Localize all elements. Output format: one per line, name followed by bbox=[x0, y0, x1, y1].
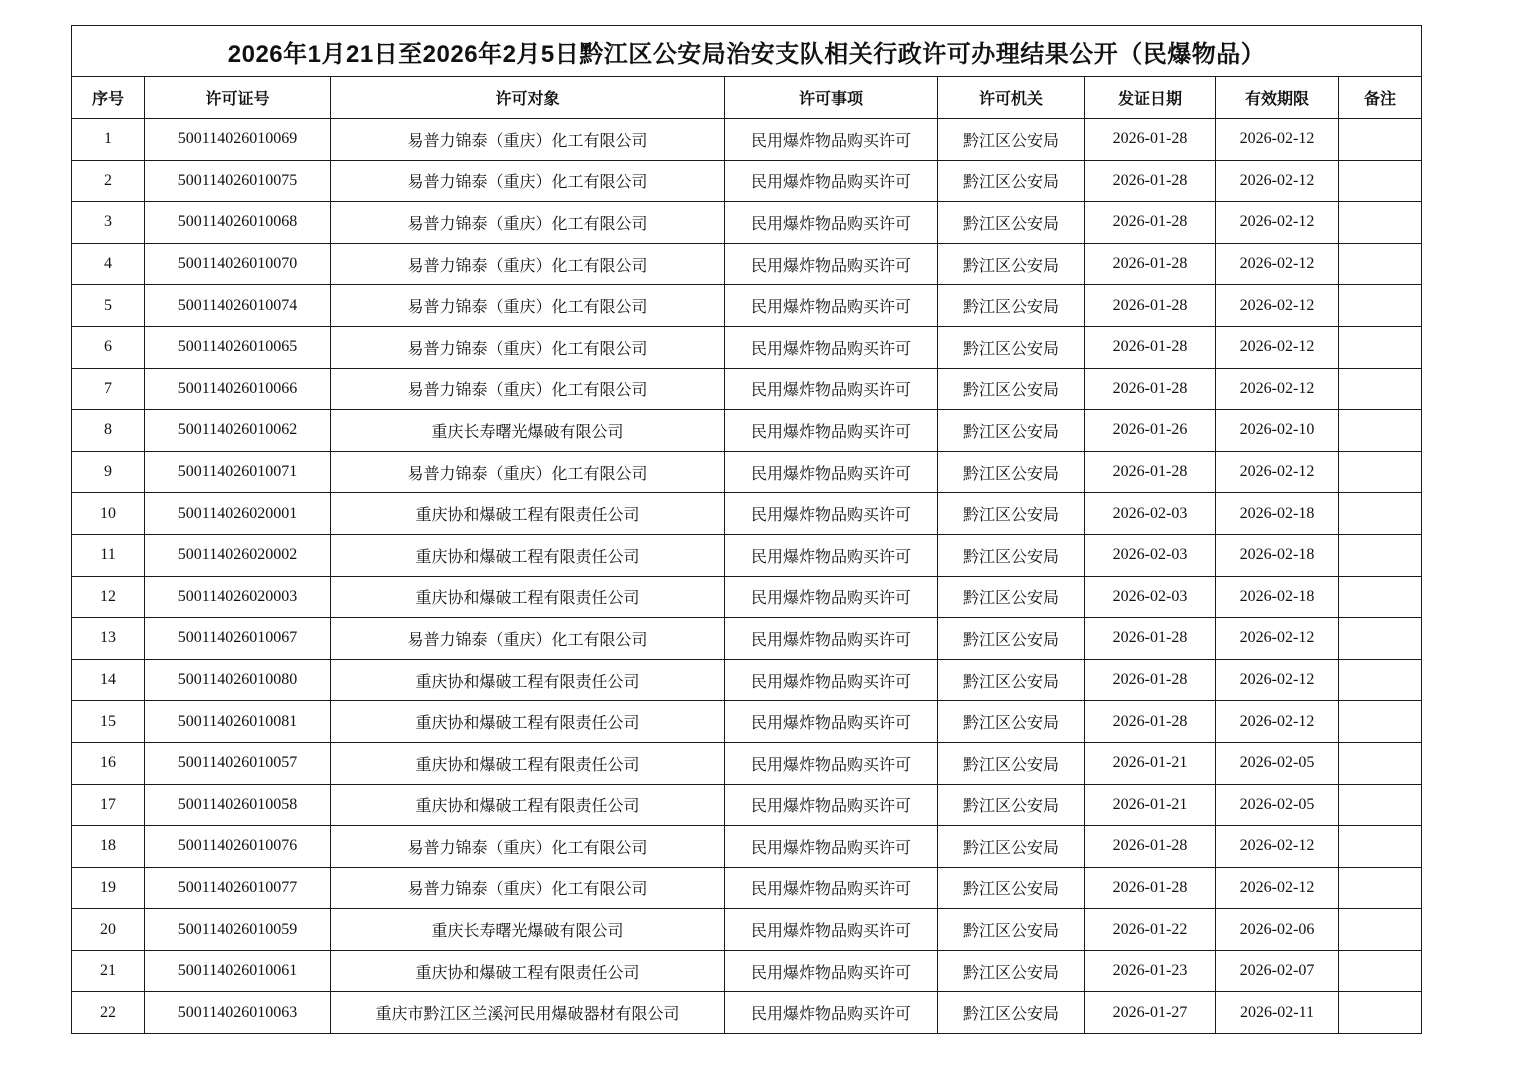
cell-license-no: 500114026010070 bbox=[145, 243, 331, 285]
header-item: 许可事项 bbox=[725, 77, 938, 119]
cell-no: 3 bbox=[72, 202, 145, 244]
table-row bbox=[72, 992, 1422, 1034]
cell-authority: 黔江区公安局 bbox=[938, 326, 1085, 368]
cell-remark bbox=[1339, 160, 1422, 202]
cell-authority: 黔江区公安局 bbox=[938, 451, 1085, 493]
cell-expiry: 2026-02-12 bbox=[1216, 368, 1339, 410]
cell-issue-date: 2026-02-03 bbox=[1085, 576, 1216, 618]
cell-target: 重庆协和爆破工程有限责任公司 bbox=[331, 784, 725, 826]
cell-expiry: 2026-02-12 bbox=[1216, 826, 1339, 868]
cell-license-no: 500114026020003 bbox=[145, 576, 331, 618]
cell-remark bbox=[1339, 618, 1422, 660]
cell-authority: 黔江区公安局 bbox=[938, 701, 1085, 743]
cell-no: 6 bbox=[72, 326, 145, 368]
table-row bbox=[72, 659, 1422, 701]
cell-item: 民用爆炸物品购买许可 bbox=[725, 659, 938, 701]
cell-authority: 黔江区公安局 bbox=[938, 950, 1085, 992]
cell-expiry: 2026-02-06 bbox=[1216, 909, 1339, 951]
cell-item: 民用爆炸物品购买许可 bbox=[725, 451, 938, 493]
cell-expiry: 2026-02-12 bbox=[1216, 326, 1339, 368]
cell-issue-date: 2026-01-28 bbox=[1085, 160, 1216, 202]
cell-target: 重庆协和爆破工程有限责任公司 bbox=[331, 534, 725, 576]
cell-target: 易普力锦泰（重庆）化工有限公司 bbox=[331, 202, 725, 244]
header-row bbox=[72, 77, 1422, 119]
cell-expiry: 2026-02-12 bbox=[1216, 867, 1339, 909]
cell-item: 民用爆炸物品购买许可 bbox=[725, 326, 938, 368]
cell-expiry: 2026-02-18 bbox=[1216, 534, 1339, 576]
cell-target: 重庆协和爆破工程有限责任公司 bbox=[331, 701, 725, 743]
header-authority: 许可机关 bbox=[938, 77, 1085, 119]
cell-authority: 黔江区公安局 bbox=[938, 659, 1085, 701]
header-license-no: 许可证号 bbox=[145, 77, 331, 119]
cell-remark bbox=[1339, 368, 1422, 410]
cell-expiry: 2026-02-05 bbox=[1216, 784, 1339, 826]
cell-authority: 黔江区公安局 bbox=[938, 119, 1085, 161]
cell-no: 5 bbox=[72, 285, 145, 327]
cell-no: 19 bbox=[72, 867, 145, 909]
cell-no: 12 bbox=[72, 576, 145, 618]
cell-expiry: 2026-02-12 bbox=[1216, 160, 1339, 202]
cell-target: 易普力锦泰（重庆）化工有限公司 bbox=[331, 618, 725, 660]
cell-authority: 黔江区公安局 bbox=[938, 202, 1085, 244]
cell-item: 民用爆炸物品购买许可 bbox=[725, 950, 938, 992]
table-row bbox=[72, 285, 1422, 327]
cell-target: 易普力锦泰（重庆）化工有限公司 bbox=[331, 826, 725, 868]
cell-license-no: 500114026010074 bbox=[145, 285, 331, 327]
cell-expiry: 2026-02-18 bbox=[1216, 493, 1339, 535]
cell-authority: 黔江区公安局 bbox=[938, 867, 1085, 909]
cell-expiry: 2026-02-12 bbox=[1216, 243, 1339, 285]
cell-license-no: 500114026010077 bbox=[145, 867, 331, 909]
table-row bbox=[72, 410, 1422, 452]
cell-license-no: 500114026010065 bbox=[145, 326, 331, 368]
cell-item: 民用爆炸物品购买许可 bbox=[725, 867, 938, 909]
cell-issue-date: 2026-01-27 bbox=[1085, 992, 1216, 1034]
cell-issue-date: 2026-01-28 bbox=[1085, 618, 1216, 660]
cell-issue-date: 2026-01-28 bbox=[1085, 368, 1216, 410]
cell-license-no: 500114026010066 bbox=[145, 368, 331, 410]
cell-target: 重庆协和爆破工程有限责任公司 bbox=[331, 493, 725, 535]
cell-license-no: 500114026010069 bbox=[145, 119, 331, 161]
cell-authority: 黔江区公安局 bbox=[938, 534, 1085, 576]
cell-license-no: 500114026010058 bbox=[145, 784, 331, 826]
cell-authority: 黔江区公安局 bbox=[938, 618, 1085, 660]
cell-remark bbox=[1339, 909, 1422, 951]
cell-issue-date: 2026-01-28 bbox=[1085, 285, 1216, 327]
cell-no: 2 bbox=[72, 160, 145, 202]
cell-item: 民用爆炸物品购买许可 bbox=[725, 576, 938, 618]
cell-item: 民用爆炸物品购买许可 bbox=[725, 285, 938, 327]
table-row bbox=[72, 576, 1422, 618]
table-row bbox=[72, 867, 1422, 909]
table-row bbox=[72, 160, 1422, 202]
cell-expiry: 2026-02-18 bbox=[1216, 576, 1339, 618]
table-row bbox=[72, 493, 1422, 535]
cell-no: 21 bbox=[72, 950, 145, 992]
cell-target: 易普力锦泰（重庆）化工有限公司 bbox=[331, 119, 725, 161]
header-issue-date: 发证日期 bbox=[1085, 77, 1216, 119]
cell-authority: 黔江区公安局 bbox=[938, 784, 1085, 826]
cell-remark bbox=[1339, 410, 1422, 452]
cell-no: 16 bbox=[72, 742, 145, 784]
cell-target: 重庆协和爆破工程有限责任公司 bbox=[331, 659, 725, 701]
table-row bbox=[72, 368, 1422, 410]
cell-expiry: 2026-02-12 bbox=[1216, 659, 1339, 701]
cell-target: 易普力锦泰（重庆）化工有限公司 bbox=[331, 243, 725, 285]
table-row bbox=[72, 326, 1422, 368]
cell-issue-date: 2026-01-28 bbox=[1085, 243, 1216, 285]
cell-expiry: 2026-02-11 bbox=[1216, 992, 1339, 1034]
cell-no: 15 bbox=[72, 701, 145, 743]
cell-authority: 黔江区公安局 bbox=[938, 742, 1085, 784]
cell-expiry: 2026-02-12 bbox=[1216, 285, 1339, 327]
cell-remark bbox=[1339, 576, 1422, 618]
license-results-table bbox=[71, 25, 1422, 1034]
cell-remark bbox=[1339, 950, 1422, 992]
cell-remark bbox=[1339, 243, 1422, 285]
cell-no: 8 bbox=[72, 410, 145, 452]
cell-authority: 黔江区公安局 bbox=[938, 285, 1085, 327]
cell-item: 民用爆炸物品购买许可 bbox=[725, 701, 938, 743]
cell-expiry: 2026-02-12 bbox=[1216, 451, 1339, 493]
cell-remark bbox=[1339, 119, 1422, 161]
cell-target: 重庆长寿曙光爆破有限公司 bbox=[331, 909, 725, 951]
cell-no: 4 bbox=[72, 243, 145, 285]
cell-item: 民用爆炸物品购买许可 bbox=[725, 618, 938, 660]
table-row bbox=[72, 243, 1422, 285]
cell-no: 17 bbox=[72, 784, 145, 826]
cell-issue-date: 2026-01-21 bbox=[1085, 784, 1216, 826]
cell-remark bbox=[1339, 992, 1422, 1034]
cell-target: 重庆协和爆破工程有限责任公司 bbox=[331, 742, 725, 784]
table-row bbox=[72, 784, 1422, 826]
cell-issue-date: 2026-01-28 bbox=[1085, 451, 1216, 493]
cell-license-no: 500114026010063 bbox=[145, 992, 331, 1034]
cell-remark bbox=[1339, 701, 1422, 743]
cell-authority: 黔江区公安局 bbox=[938, 493, 1085, 535]
table-row bbox=[72, 202, 1422, 244]
cell-license-no: 500114026010075 bbox=[145, 160, 331, 202]
cell-license-no: 500114026010061 bbox=[145, 950, 331, 992]
cell-remark bbox=[1339, 451, 1422, 493]
cell-no: 10 bbox=[72, 493, 145, 535]
cell-issue-date: 2026-01-28 bbox=[1085, 326, 1216, 368]
cell-issue-date: 2026-01-26 bbox=[1085, 410, 1216, 452]
cell-no: 1 bbox=[72, 119, 145, 161]
cell-remark bbox=[1339, 867, 1422, 909]
cell-expiry: 2026-02-07 bbox=[1216, 950, 1339, 992]
cell-expiry: 2026-02-10 bbox=[1216, 410, 1339, 452]
cell-expiry: 2026-02-12 bbox=[1216, 119, 1339, 161]
cell-remark bbox=[1339, 326, 1422, 368]
cell-issue-date: 2026-01-28 bbox=[1085, 659, 1216, 701]
cell-remark bbox=[1339, 784, 1422, 826]
cell-remark bbox=[1339, 285, 1422, 327]
cell-issue-date: 2026-02-03 bbox=[1085, 534, 1216, 576]
cell-target: 易普力锦泰（重庆）化工有限公司 bbox=[331, 160, 725, 202]
table-row bbox=[72, 451, 1422, 493]
table-row bbox=[72, 950, 1422, 992]
cell-target: 易普力锦泰（重庆）化工有限公司 bbox=[331, 451, 725, 493]
header-remark: 备注 bbox=[1339, 77, 1422, 119]
cell-license-no: 500114026010068 bbox=[145, 202, 331, 244]
cell-expiry: 2026-02-12 bbox=[1216, 202, 1339, 244]
cell-license-no: 500114026010059 bbox=[145, 909, 331, 951]
cell-remark bbox=[1339, 493, 1422, 535]
cell-no: 7 bbox=[72, 368, 145, 410]
cell-no: 20 bbox=[72, 909, 145, 951]
cell-license-no: 500114026010067 bbox=[145, 618, 331, 660]
cell-license-no: 500114026010076 bbox=[145, 826, 331, 868]
cell-remark bbox=[1339, 742, 1422, 784]
cell-item: 民用爆炸物品购买许可 bbox=[725, 410, 938, 452]
cell-remark bbox=[1339, 659, 1422, 701]
cell-no: 18 bbox=[72, 826, 145, 868]
cell-target: 易普力锦泰（重庆）化工有限公司 bbox=[331, 368, 725, 410]
table-row bbox=[72, 826, 1422, 868]
cell-issue-date: 2026-01-23 bbox=[1085, 950, 1216, 992]
cell-no: 13 bbox=[72, 618, 145, 660]
cell-item: 民用爆炸物品购买许可 bbox=[725, 493, 938, 535]
cell-target: 重庆协和爆破工程有限责任公司 bbox=[331, 950, 725, 992]
cell-item: 民用爆炸物品购买许可 bbox=[725, 534, 938, 576]
cell-license-no: 500114026020001 bbox=[145, 493, 331, 535]
cell-expiry: 2026-02-12 bbox=[1216, 618, 1339, 660]
cell-target: 重庆长寿曙光爆破有限公司 bbox=[331, 410, 725, 452]
cell-issue-date: 2026-01-28 bbox=[1085, 119, 1216, 161]
cell-item: 民用爆炸物品购买许可 bbox=[725, 784, 938, 826]
cell-item: 民用爆炸物品购买许可 bbox=[725, 992, 938, 1034]
cell-authority: 黔江区公安局 bbox=[938, 368, 1085, 410]
table-row bbox=[72, 742, 1422, 784]
cell-item: 民用爆炸物品购买许可 bbox=[725, 243, 938, 285]
cell-item: 民用爆炸物品购买许可 bbox=[725, 909, 938, 951]
cell-target: 重庆市黔江区兰溪河民用爆破器材有限公司 bbox=[331, 992, 725, 1034]
cell-issue-date: 2026-01-22 bbox=[1085, 909, 1216, 951]
cell-target: 易普力锦泰（重庆）化工有限公司 bbox=[331, 867, 725, 909]
cell-remark bbox=[1339, 534, 1422, 576]
cell-no: 22 bbox=[72, 992, 145, 1034]
table-title: 2026年1月21日至2026年2月5日黔江区公安局治安支队相关行政许可办理结果公开（民爆物品） bbox=[72, 26, 1422, 77]
table-row bbox=[72, 618, 1422, 660]
cell-authority: 黔江区公安局 bbox=[938, 826, 1085, 868]
table-row bbox=[72, 701, 1422, 743]
cell-authority: 黔江区公安局 bbox=[938, 160, 1085, 202]
header-expiry: 有效期限 bbox=[1216, 77, 1339, 119]
cell-authority: 黔江区公安局 bbox=[938, 576, 1085, 618]
cell-authority: 黔江区公安局 bbox=[938, 909, 1085, 951]
table-row bbox=[72, 534, 1422, 576]
cell-authority: 黔江区公安局 bbox=[938, 410, 1085, 452]
cell-item: 民用爆炸物品购买许可 bbox=[725, 160, 938, 202]
cell-issue-date: 2026-01-28 bbox=[1085, 826, 1216, 868]
title-row bbox=[72, 26, 1422, 77]
cell-no: 9 bbox=[72, 451, 145, 493]
cell-issue-date: 2026-01-28 bbox=[1085, 701, 1216, 743]
cell-target: 易普力锦泰（重庆）化工有限公司 bbox=[331, 326, 725, 368]
cell-license-no: 500114026020002 bbox=[145, 534, 331, 576]
cell-issue-date: 2026-01-28 bbox=[1085, 202, 1216, 244]
cell-expiry: 2026-02-05 bbox=[1216, 742, 1339, 784]
cell-target: 重庆协和爆破工程有限责任公司 bbox=[331, 576, 725, 618]
header-no: 序号 bbox=[72, 77, 145, 119]
cell-authority: 黔江区公安局 bbox=[938, 992, 1085, 1034]
cell-no: 14 bbox=[72, 659, 145, 701]
cell-target: 易普力锦泰（重庆）化工有限公司 bbox=[331, 285, 725, 327]
cell-no: 11 bbox=[72, 534, 145, 576]
cell-issue-date: 2026-01-28 bbox=[1085, 867, 1216, 909]
table-body bbox=[72, 119, 1422, 1034]
cell-license-no: 500114026010071 bbox=[145, 451, 331, 493]
table-row bbox=[72, 119, 1422, 161]
table-row bbox=[72, 909, 1422, 951]
cell-license-no: 500114026010080 bbox=[145, 659, 331, 701]
cell-license-no: 500114026010057 bbox=[145, 742, 331, 784]
cell-license-no: 500114026010062 bbox=[145, 410, 331, 452]
cell-remark bbox=[1339, 202, 1422, 244]
cell-authority: 黔江区公安局 bbox=[938, 243, 1085, 285]
cell-license-no: 500114026010081 bbox=[145, 701, 331, 743]
header-target: 许可对象 bbox=[331, 77, 725, 119]
cell-item: 民用爆炸物品购买许可 bbox=[725, 742, 938, 784]
cell-item: 民用爆炸物品购买许可 bbox=[725, 119, 938, 161]
cell-expiry: 2026-02-12 bbox=[1216, 701, 1339, 743]
cell-item: 民用爆炸物品购买许可 bbox=[725, 368, 938, 410]
cell-remark bbox=[1339, 826, 1422, 868]
cell-item: 民用爆炸物品购买许可 bbox=[725, 826, 938, 868]
cell-issue-date: 2026-02-03 bbox=[1085, 493, 1216, 535]
cell-issue-date: 2026-01-21 bbox=[1085, 742, 1216, 784]
cell-item: 民用爆炸物品购买许可 bbox=[725, 202, 938, 244]
